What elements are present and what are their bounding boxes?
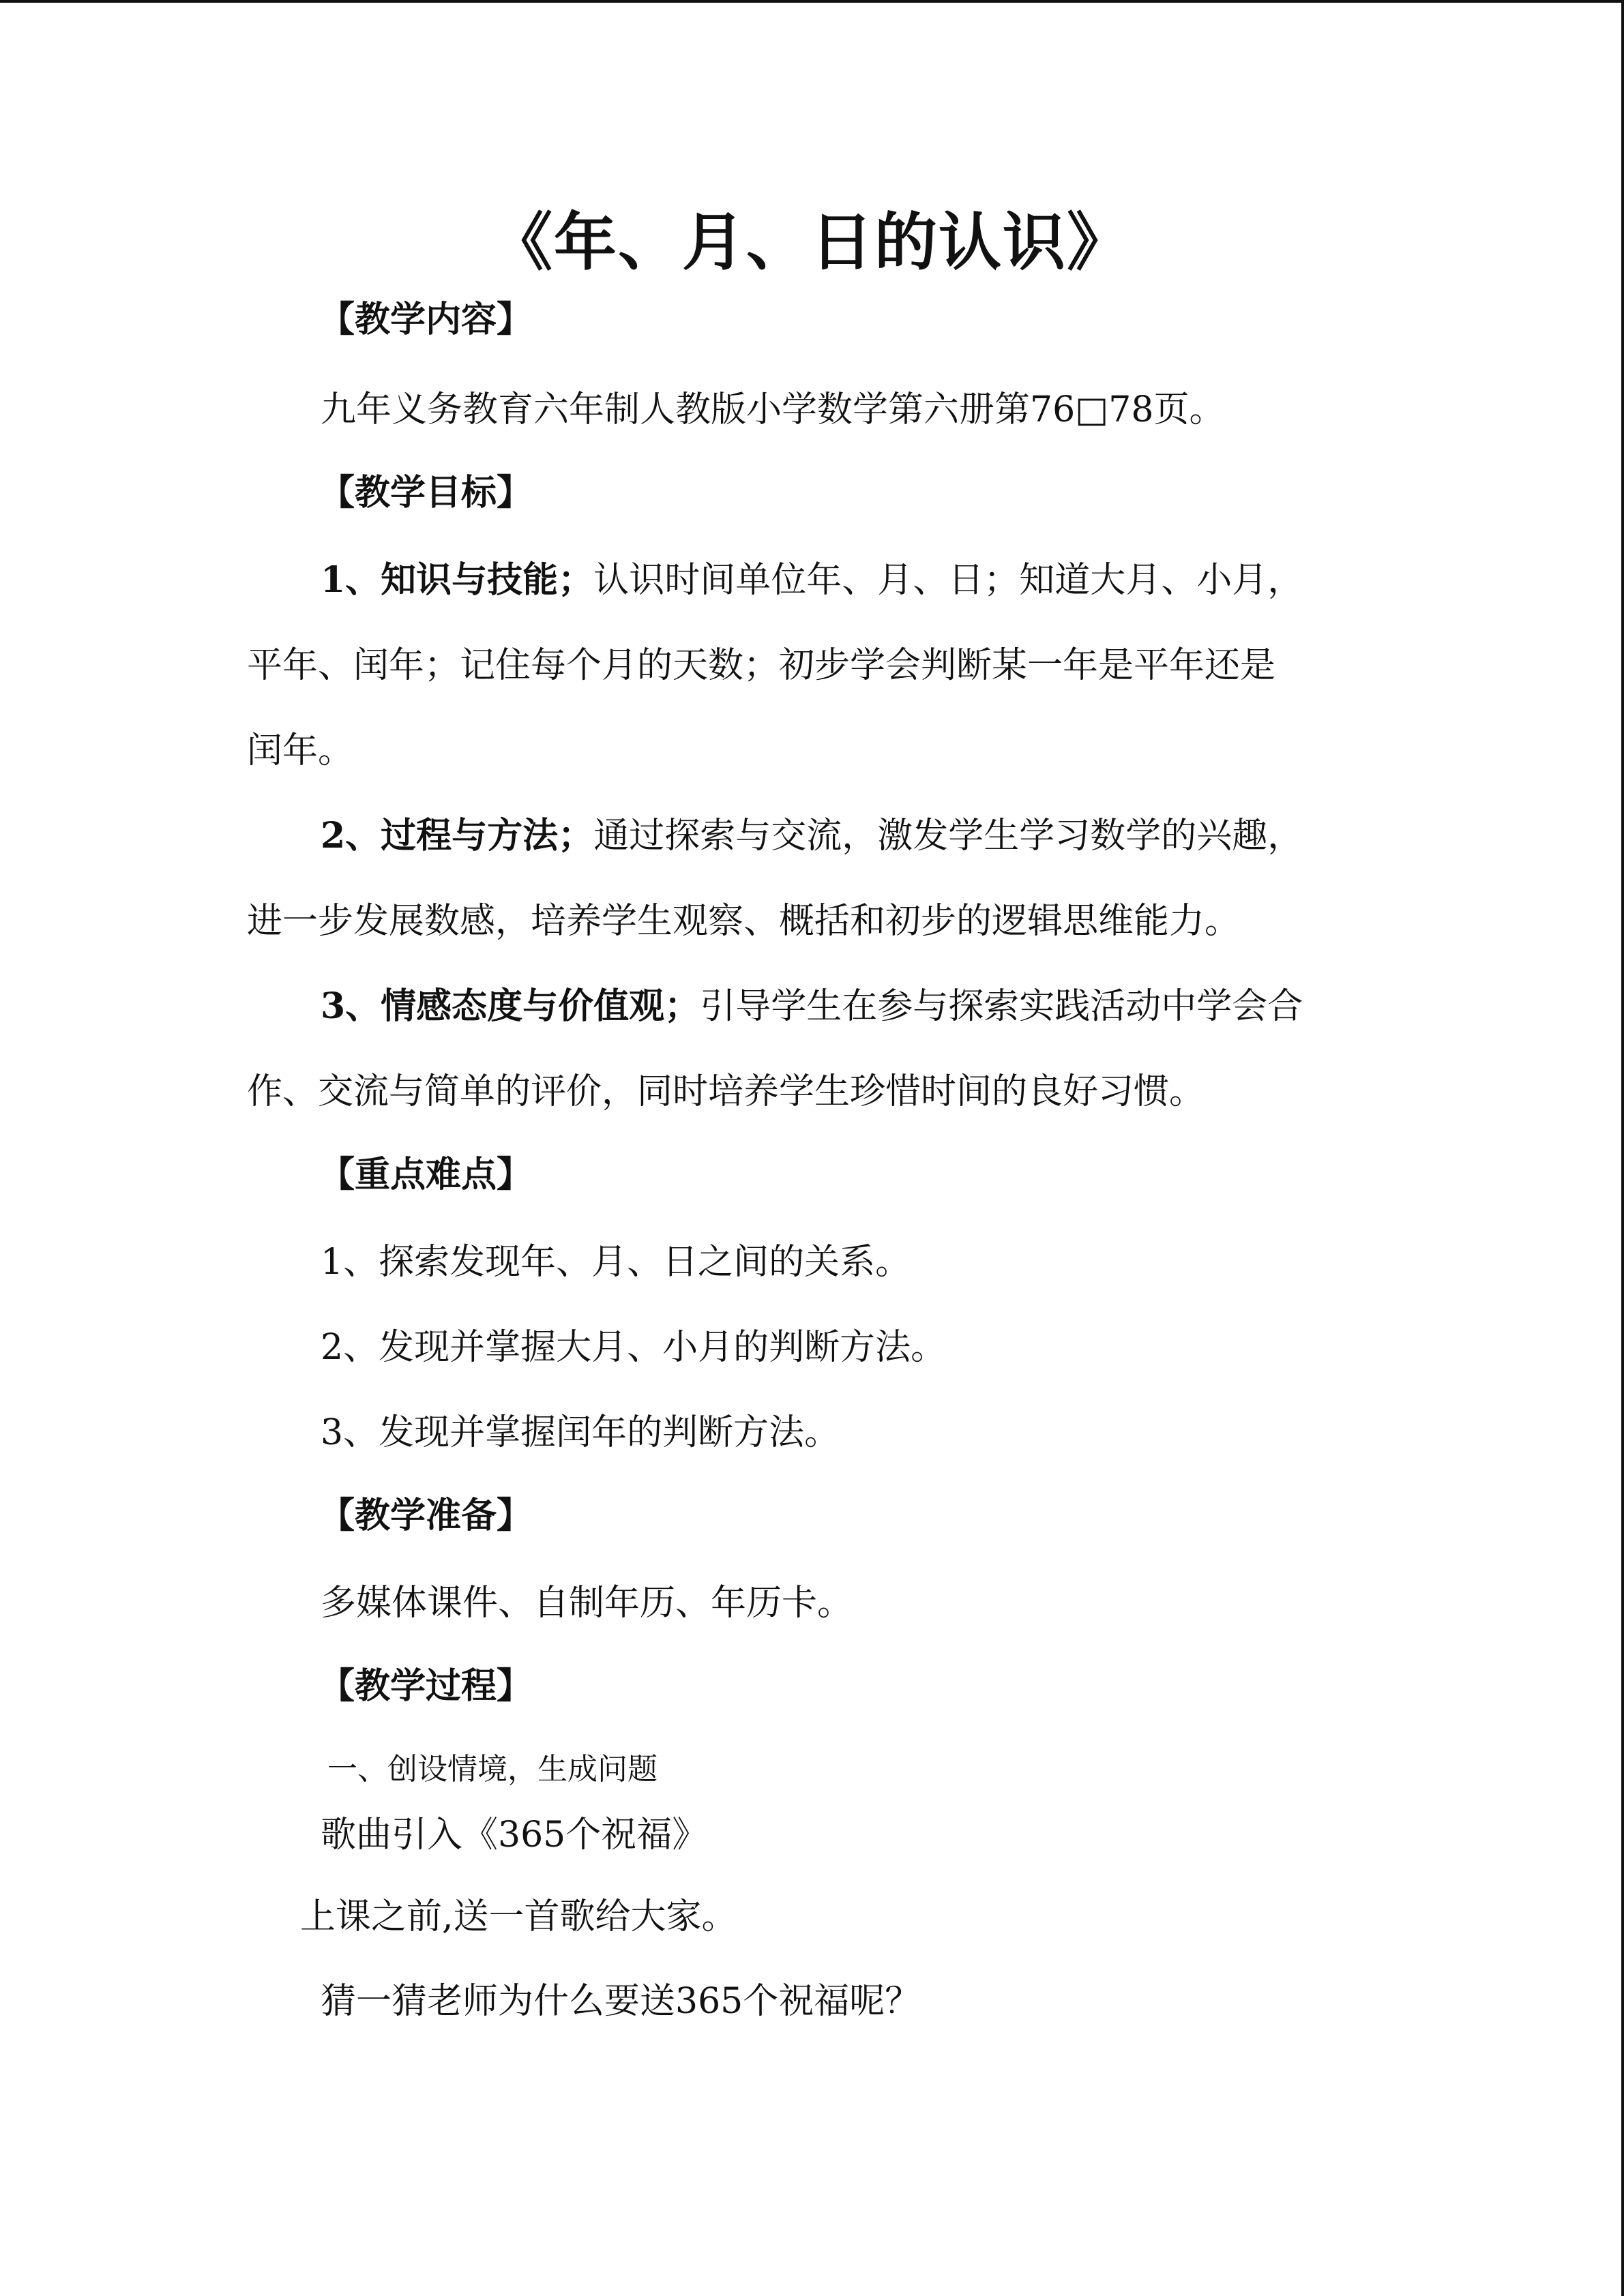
section-heading-goals: 【教学目标】	[319, 472, 533, 513]
step-1-title: 一、创设情境，生成问题	[327, 1752, 658, 1787]
goal-2-text: 通过探索与交流，激发学生学习数学的兴趣，	[593, 816, 1303, 856]
goal-2-line-1	[321, 815, 1303, 857]
keypoint-1: 1、探索发现年、月、日之间的关系。	[321, 1242, 911, 1283]
section-heading-preparation: 【教学准备】	[319, 1495, 533, 1536]
content-text: 九年义务教育六年制人教版小学数学第六册第76□78页。	[321, 389, 1225, 430]
page-border-right	[1621, 0, 1624, 2296]
goal-1-line-2: 平年、闰年；记住每个月的天数；初步学会判断某一年是平年还是	[247, 645, 1276, 686]
goal-1-label: 1、知识与技能；	[321, 559, 594, 601]
goal-1-text: 认识时间单位年、月、日；知道大月、小月，	[593, 560, 1303, 601]
goal-2-line-2: 进一步发展数感，培养学生观察、概括和初步的逻辑思维能力。	[247, 901, 1241, 942]
goal-2-label: 2、过程与方法；	[321, 815, 594, 856]
step-1-line-2: 上课之前,送一首歌给大家。	[300, 1896, 737, 1937]
keypoint-2: 2、发现并掌握大月、小月的判断方法。	[321, 1327, 947, 1368]
goal-3-text: 引导学生在参与探索实践活动中学会合	[700, 986, 1303, 1027]
document-title: 《年、月、日的认识》	[489, 205, 1131, 279]
step-1-line-3: 猜一猜老师为什么要送365个祝福呢？	[321, 1981, 921, 2022]
section-heading-keypoints: 【重点难点】	[319, 1154, 533, 1195]
page-border-top	[0, 0, 1624, 3]
step-1-line-1: 歌曲引入《365个祝福》	[321, 1815, 708, 1855]
keypoint-3: 3、发现并掌握闰年的判断方法。	[321, 1412, 840, 1453]
goal-1-line-1	[321, 559, 1303, 601]
preparation-text: 多媒体课件、自制年历、年历卡。	[321, 1583, 853, 1624]
section-heading-process: 【教学过程】	[319, 1665, 533, 1707]
section-heading-content: 【教学内容】	[319, 299, 533, 340]
goal-3-line-2: 作、交流与简单的评价，同时培养学生珍惜时间的良好习惯。	[247, 1071, 1205, 1112]
goal-3-line-1	[321, 985, 1303, 1028]
goal-3-label: 3、情感态度与价值观；	[321, 985, 700, 1027]
goal-1-line-3: 闰年。	[247, 730, 354, 771]
